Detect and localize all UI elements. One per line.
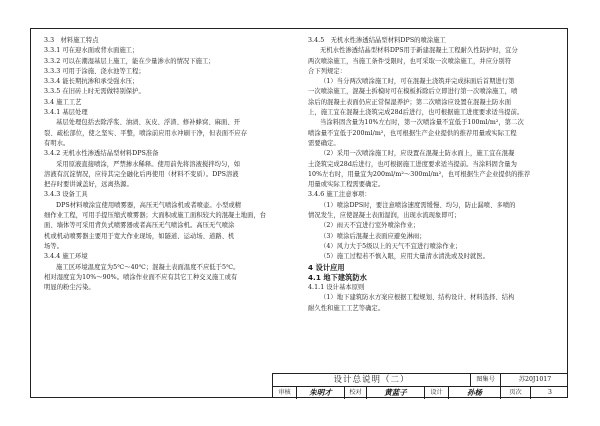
right-column-line: （1）当分两次喷涂施工时，可在混凝土浇筑并完成抹面后首期进行第 xyxy=(320,78,515,86)
left-column-line: 机或机动喷雾器主要用于宽大作业现场，如隧道、运动场、道路、机 xyxy=(44,232,235,240)
right-column-line: 耐久性和施工工艺等确定。 xyxy=(308,304,385,312)
left-column-line: 采用原液直接喷涂，严禁掺水稀释。使用前先将溶液搅拌均匀，如 xyxy=(56,160,241,168)
design-label: 设计 xyxy=(425,387,449,400)
left-column-line: 3.3.5 在旧砖上时无需做特别保护。 xyxy=(44,88,145,96)
right-column-line: （4）风力大于5级以上的天气不宜进行喷涂作业； xyxy=(320,242,462,250)
right-column-line: （5）施工过程若不慎入眼，应用大量清水清洗或及时就医。 xyxy=(320,253,490,261)
right-column-line: 当涂料固含量为10%左右时，第一次喷涂量不宜低于100ml/m²，第二次 xyxy=(320,119,524,127)
left-column-line: DPS材料喷涂宜使用喷雾器，高压无气喷涂机或者喷壶。小型或精 xyxy=(56,201,242,209)
left-column-line: 基层处理包括去除浮浆、油渍、灰皮、浮渣、修补蜂窝、麻面、开 xyxy=(56,119,241,127)
right-column-line: 需要确定。 xyxy=(308,139,340,147)
right-column-line: 喷涂量不宜低于200ml/m²，也可根据生产企业提供的推荐用量或实际工程 xyxy=(308,129,517,137)
title-block-top-row xyxy=(273,374,568,387)
left-column-line: 3.4.4 施工环境 xyxy=(44,253,88,261)
left-column-line: 3.4 施工工艺 xyxy=(44,98,82,106)
left-column-line: 3.4.1 基层处理 xyxy=(44,109,88,117)
left-column-line: 3.3 材料施工特点 xyxy=(44,37,99,44)
right-column-line: 3.4.5 无机水性渗透结晶型材料DPS的喷涂施工 xyxy=(308,37,446,44)
atlas-number-label: 图集号 xyxy=(471,374,501,386)
right-column-line: 10%左右时，用量宜为200ml/m²～300ml/m²，也可根据生产企业提供的推荐 xyxy=(308,170,531,178)
review-label: 审核 xyxy=(273,387,297,400)
page-label: 页次 xyxy=(501,387,531,400)
left-column-line: 面、墙体等可采用背负式喷雾器或者高压无气喷涂机。高压无气喷涂 xyxy=(44,222,235,230)
atlas-number: 苏20J1017 xyxy=(518,376,552,383)
right-column-line: （3）喷涂后混凝土表面应避免淋雨； xyxy=(320,232,426,240)
check-label: 校对 xyxy=(345,387,367,400)
left-column-line: 3.4.2 无机水性渗透结晶型材料DPS准备 xyxy=(44,150,159,158)
left-column-line: 场等。 xyxy=(44,242,64,250)
page-number: 3 xyxy=(548,388,552,396)
left-column xyxy=(44,36,280,293)
right-column-line: 一次喷涂施工，混凝土拆模时可在模板拆除后立即进行第一次喷涂施工，喷 xyxy=(308,88,518,96)
left-column-line: 3.3.1 可在迎水面或背水面施工； xyxy=(44,47,139,55)
right-column-line: 合下列规定： xyxy=(308,67,347,75)
right-column-line: （2）雨天不宜进行室外喷涂作业； xyxy=(320,222,420,230)
right-column-line: 情况发生，应使混凝土表面湿润，出现水流现象即可； xyxy=(308,212,461,220)
left-column-line: 相对湿度宜为10%～90%。喷涂作业面不应有其它工种交叉施工或有 xyxy=(44,273,238,281)
left-column-line: 3.4.3 设备工具 xyxy=(44,191,88,199)
right-column xyxy=(308,36,556,314)
title-block xyxy=(272,373,568,398)
right-column-line: 用量或实际工程需要确定。 xyxy=(308,181,385,189)
left-column-line: 施工区环境温度宜为5℃～40℃；混凝土表面温度不应低于5℃。 xyxy=(56,263,240,271)
right-column-line: （2）采用一次喷涂施工时，应设置在混凝土防水面上，施工宜在混凝 xyxy=(320,150,515,158)
left-column-line: 3.3.2 可以在潮湿基层上施工，能在少量渗水的情况下施工； xyxy=(44,57,215,65)
right-column-line: 4 设计应用 xyxy=(308,262,345,272)
check-signature: 黄蓝子 xyxy=(367,387,425,400)
right-column-line: 无机水性渗透结晶型材料DPS用于新建混凝土工程耐久性防护时，宜分 xyxy=(320,47,518,55)
right-column-line: 两次喷涂施工，当施工条件受限时，也可采取一次喷涂施工，并应分别符 xyxy=(308,57,512,65)
left-column-line: 裂、疏松部位，使之坚实、平整，喷涂前应用水冲刷干净，但表面不应存 xyxy=(44,129,248,137)
right-column-line: 上，施工宜在混凝土浇筑完成28d后进行，也可根据施工进度要求适当提前。 xyxy=(308,109,524,117)
left-column-line: 溶液有沉淀情况，应待其完全融化后再使用（材料不变质）。DPS溶液 xyxy=(44,170,239,178)
right-column-line: （1）喷涂DPS时，要注意喷涂速度需缓慢、均匀，防止漏喷、多喷的 xyxy=(320,201,516,209)
left-column-line: 有明水。 xyxy=(44,139,70,147)
right-column-line: 3.4.6 施工注意事项： xyxy=(308,191,371,199)
right-column-line: 4.1.1 设计基本原则 xyxy=(308,284,365,292)
review-signature: 朱明才 xyxy=(297,387,345,400)
right-column-line: （1）地下建筑防水方案应根据工程规划、结构设计、材料选择、结构 xyxy=(320,294,515,302)
right-column-line: 土浇筑完成28d后进行，也可根据施工进度要求适当提前。当涂料固含量为 xyxy=(308,160,517,168)
left-column-line: 把存时要讲诚盖好，远离热源。 xyxy=(44,181,133,189)
title-block-bottom-row xyxy=(273,387,568,400)
right-column-line: 涂后的混凝土表面仍应正常保湿养护；第二次喷涂应设置在混凝土防水面 xyxy=(308,98,512,106)
left-column-line: 3.3.3 可用于涂施、浇水池等工程； xyxy=(44,67,145,75)
right-column-line: 4.1 地下建筑防水 xyxy=(308,272,367,282)
drawing-title: 设计总说明（二） xyxy=(273,374,471,386)
left-column-line: 明显的粉尘污染。 xyxy=(44,284,95,292)
left-column-line: 3.3.4 能长期抗渗和承受强水压； xyxy=(44,78,139,86)
left-column-line: 细作业工程，可用手提压缩式喷雾器；大面积或施工面积较大的混凝土地面，台 xyxy=(44,212,267,220)
design-signature: 孙杨 xyxy=(449,387,501,400)
